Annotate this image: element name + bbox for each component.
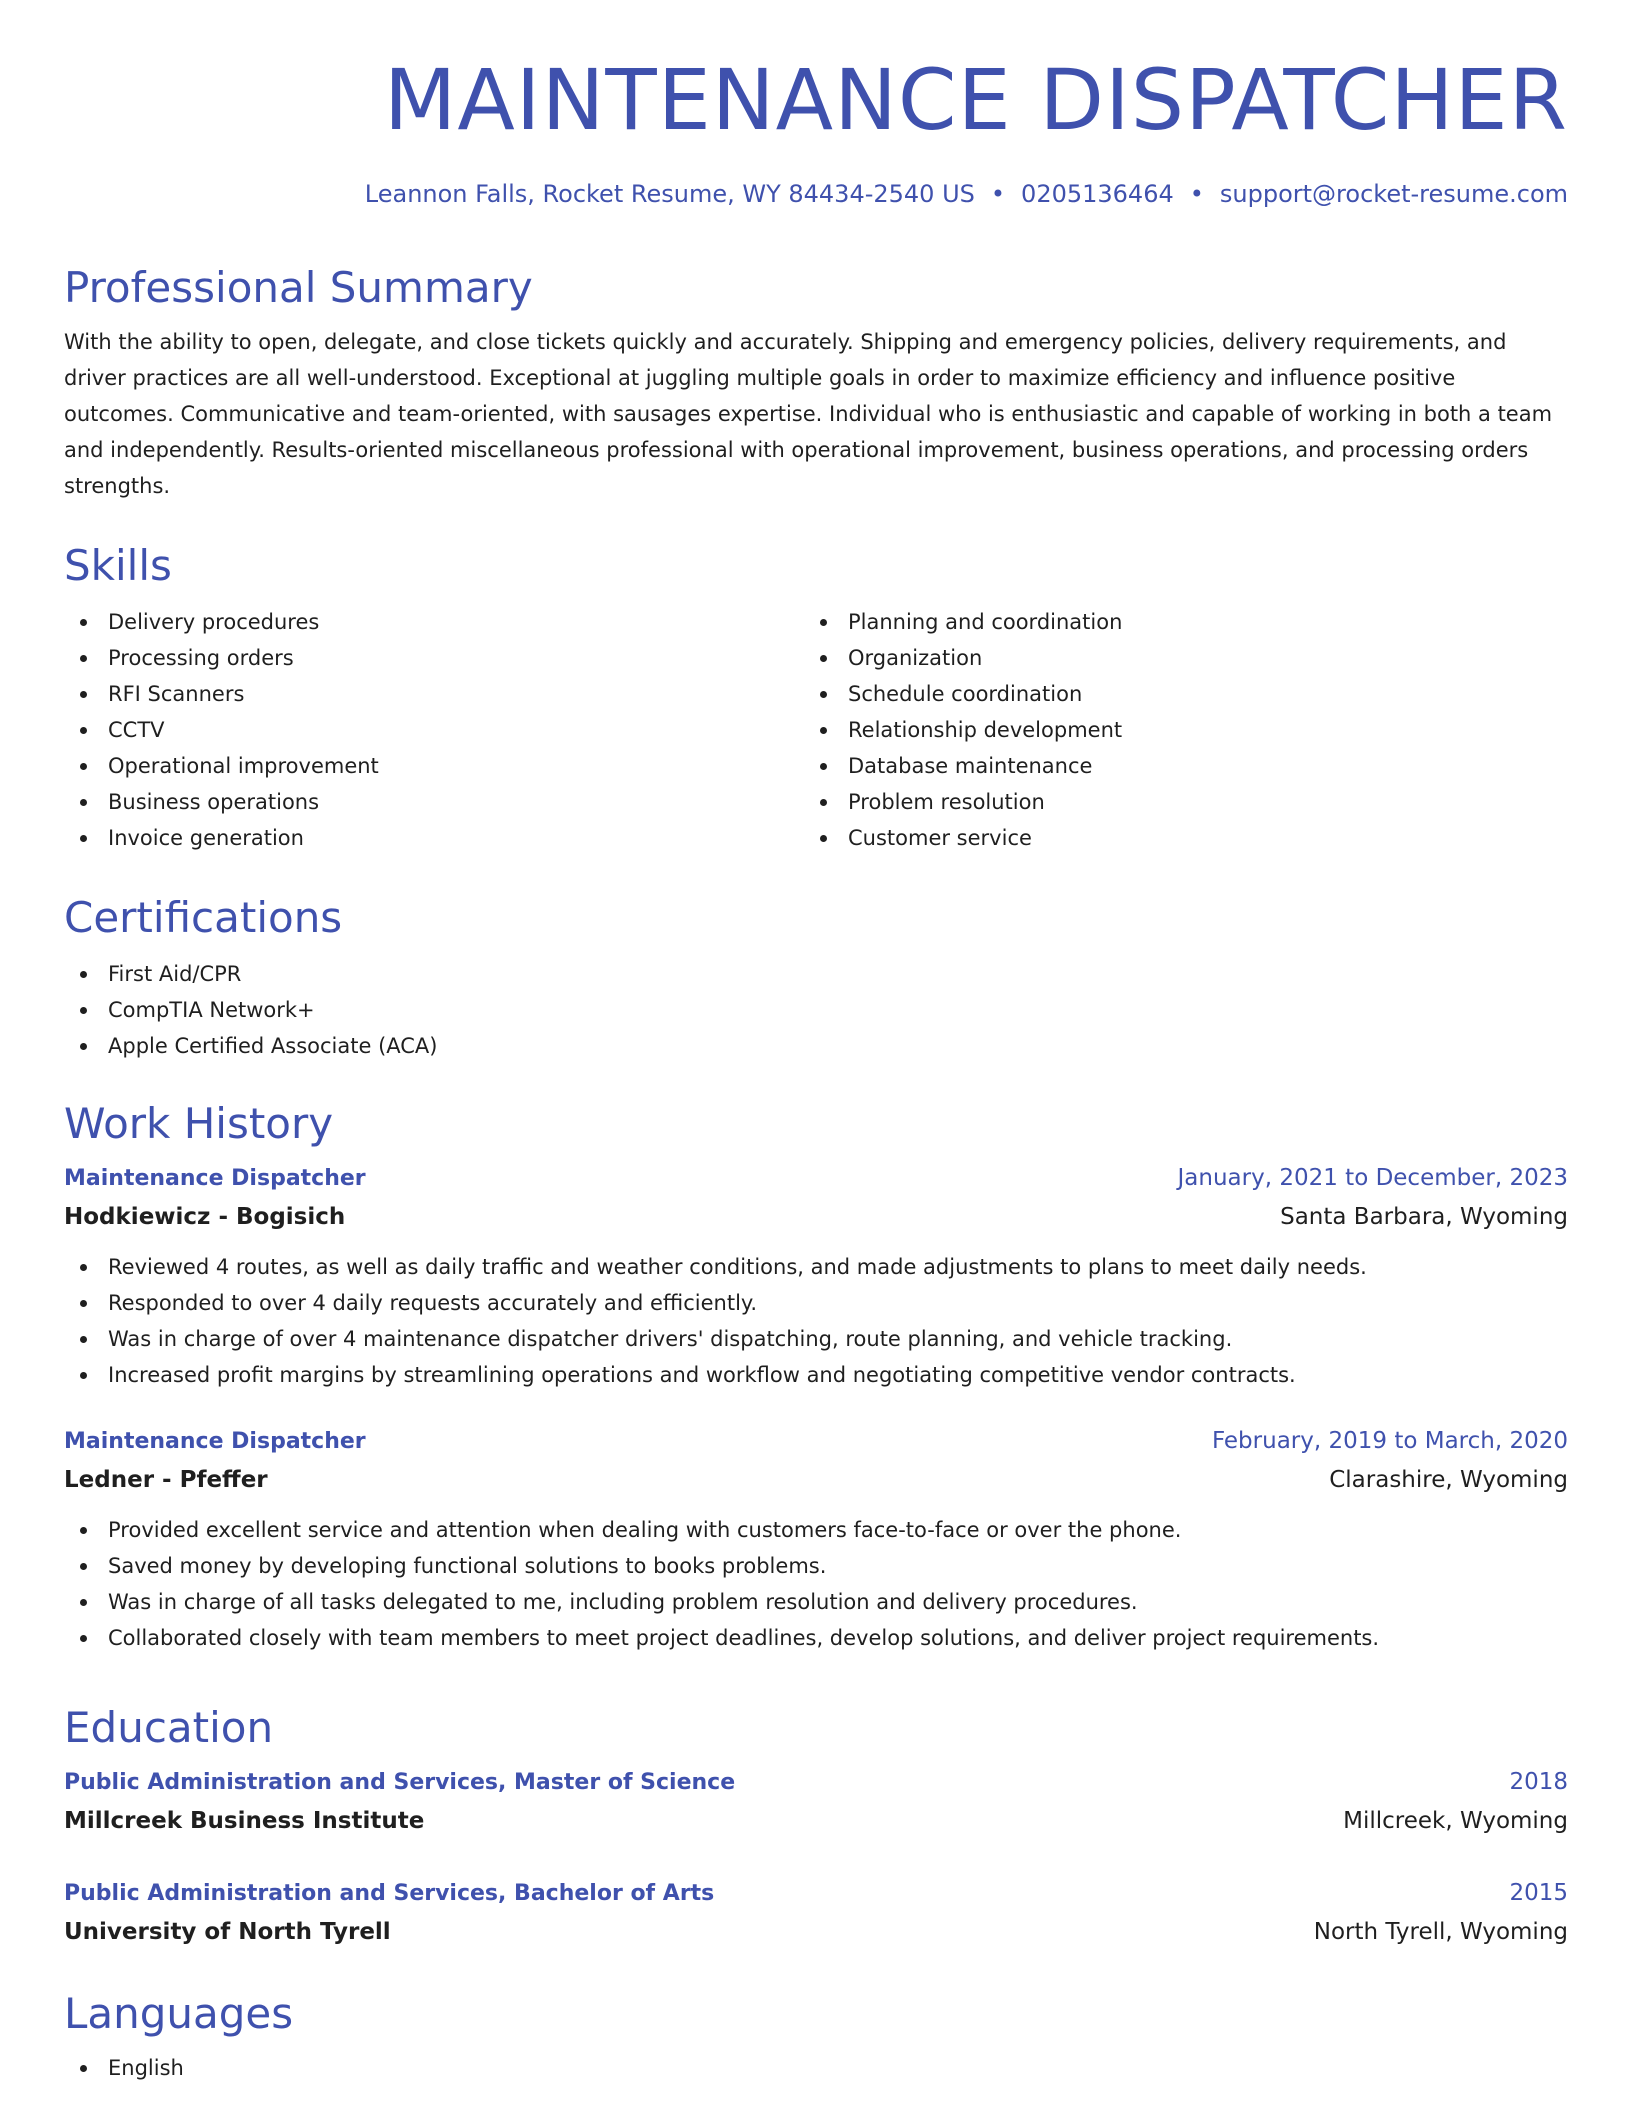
education-degree: Public Administration and Services, Master of Science (64, 1770, 736, 1795)
job-entry (64, 1423, 1568, 1656)
section-title-education: Education (64, 1703, 274, 1752)
work-history-section (64, 1098, 1568, 1656)
job-bullet: Was in charge of over 4 maintenance dispatcher drivers' dispatching, route planning, and vehicle tracking. (64, 1321, 1568, 1357)
contact-phone[interactable]: 0205136464 (1021, 180, 1174, 208)
skill-item: Schedule coordination (804, 676, 1544, 712)
contact-separator: • (1189, 180, 1204, 208)
skill-item: Delivery procedures (64, 604, 804, 640)
skills-list-right (804, 604, 1544, 856)
language-item: English (64, 2050, 1568, 2086)
education-school: Millcreek Business Institute (64, 1808, 425, 1834)
job-dates: January, 2021 to December, 2023 (1177, 1165, 1568, 1191)
skill-item: Problem resolution (804, 784, 1544, 820)
skills-list-left (64, 604, 804, 856)
skill-item: Relationship development (804, 712, 1544, 748)
education-year: 2018 (1509, 1769, 1568, 1795)
languages-section (64, 1988, 1568, 2086)
certifications-list (64, 956, 1568, 1064)
education-school-row (64, 1801, 1568, 1841)
skill-item: Processing orders (64, 640, 804, 676)
job-bullet: Increased profit margins by streamlining operations and workflow and negotiating competitive vendor contracts. (64, 1357, 1568, 1393)
section-title-certifications: Certifications (64, 893, 343, 942)
job-header-row (64, 1423, 1568, 1460)
education-school: University of North Tyrell (64, 1919, 391, 1945)
skill-item: CCTV (64, 712, 804, 748)
education-degree: Public Administration and Services, Bachelor of Arts (64, 1881, 715, 1906)
job-title: Maintenance Dispatcher (64, 1429, 366, 1454)
job-bullet: Reviewed 4 routes, as well as daily traffic and weather conditions, and made adjustments to plans to meet daily needs. (64, 1249, 1568, 1285)
job-employer-row (64, 1197, 1568, 1237)
job-location: Clarashire, Wyoming (1329, 1467, 1568, 1493)
resume-header (64, 0, 1568, 210)
skill-item: Customer service (804, 820, 1544, 856)
skill-item: Database maintenance (804, 748, 1544, 784)
job-employer: Hodkiewicz - Bogisich (64, 1204, 346, 1230)
education-location: Millcreek, Wyoming (1343, 1808, 1568, 1834)
education-entry (64, 1875, 1568, 1952)
job-bullets (64, 1512, 1568, 1656)
section-title-skills: Skills (64, 541, 172, 590)
education-school-row (64, 1912, 1568, 1952)
education-section (64, 1702, 1568, 1952)
certification-item: First Aid/CPR (64, 956, 1568, 992)
job-location: Santa Barbara, Wyoming (1280, 1204, 1568, 1230)
certification-item: Apple Certified Associate (ACA) (64, 1028, 1568, 1064)
education-header-row (64, 1875, 1568, 1912)
job-bullet: Saved money by developing functional solutions to books problems. (64, 1548, 1568, 1584)
skills-columns (64, 604, 1568, 856)
contact-line (64, 178, 1568, 210)
certifications-section (64, 892, 1568, 1064)
job-bullet: Provided excellent service and attention when dealing with customers face-to-face or over the phone. (64, 1512, 1568, 1548)
skill-item: Business operations (64, 784, 804, 820)
education-location: North Tyrell, Wyoming (1313, 1919, 1568, 1945)
contact-email[interactable]: support@rocket-resume.com (1219, 180, 1568, 208)
job-bullet: Collaborated closely with team members to meet project deadlines, develop solutions, and deliver project requirements. (64, 1620, 1568, 1656)
job-entry (64, 1160, 1568, 1393)
skill-item: Operational improvement (64, 748, 804, 784)
contact-separator: • (990, 180, 1006, 208)
summary-text: With the ability to open, delegate, and close tickets quickly and accurately. Shipping and emergency policies, delivery requirements, and driver practices are all well-understood. Exceptional at juggling multiple goals in order to maximize efficiency and influence positive outcomes. Communicative and team-oriented, with sausages expertise. Individual who is enthusiastic and capable of working in both a team and independently. Results-oriented miscellaneous professional with operational improvement, business operations, and processing orders strengths. (64, 330, 1553, 498)
job-dates: February, 2019 to March, 2020 (1211, 1428, 1568, 1454)
education-entry (64, 1764, 1568, 1841)
skill-item: Organization (804, 640, 1544, 676)
candidate-name: MAINTENANCE DISPATCHER (383, 51, 1568, 149)
job-header-row (64, 1160, 1568, 1197)
skills-section (64, 540, 1568, 856)
job-employer: Ledner - Pfeffer (64, 1467, 268, 1493)
section-title-work-history: Work History (64, 1099, 334, 1148)
certification-item: CompTIA Network+ (64, 992, 1568, 1028)
skill-item: Planning and coordination (804, 604, 1544, 640)
section-title-summary: Professional Summary (64, 263, 533, 312)
job-bullets (64, 1249, 1568, 1393)
education-year: 2015 (1509, 1880, 1568, 1906)
education-header-row (64, 1764, 1568, 1801)
skill-item: Invoice generation (64, 820, 804, 856)
languages-list (64, 2050, 1568, 2086)
job-employer-row (64, 1460, 1568, 1500)
skill-item: RFI Scanners (64, 676, 804, 712)
summary-section (64, 262, 1568, 504)
contact-address: Leannon Falls, Rocket Resume, WY 84434-2540 US (364, 180, 975, 208)
job-title: Maintenance Dispatcher (64, 1166, 366, 1191)
job-bullet: Responded to over 4 daily requests accurately and efficiently. (64, 1285, 1568, 1321)
job-bullet: Was in charge of all tasks delegated to me, including problem resolution and delivery procedures. (64, 1584, 1568, 1620)
section-title-languages: Languages (64, 1989, 294, 2038)
